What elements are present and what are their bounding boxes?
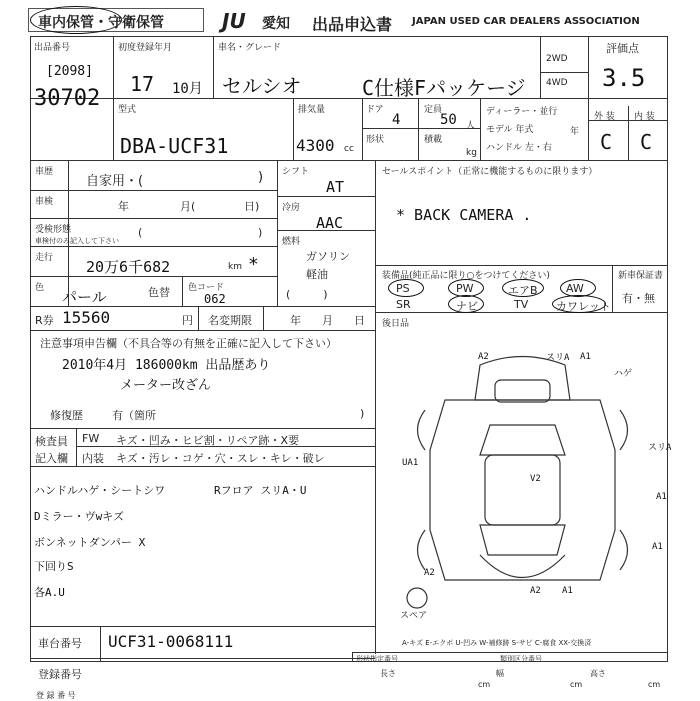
diag-a1-2: A1 [656, 492, 667, 502]
reception-label: 受検形態 [35, 225, 72, 235]
first-reg-month: 10月 [172, 81, 203, 97]
diag-a2: A2 [478, 352, 489, 362]
divider [30, 428, 375, 429]
cc-unit: cc [344, 144, 354, 154]
fw-label: FW [82, 432, 100, 445]
repair-value: 有（箇所 [112, 409, 156, 422]
capacity-value: 50 [440, 112, 457, 128]
right-front-wheel [620, 530, 628, 570]
left-rear-wheel [418, 410, 426, 450]
divider [352, 652, 668, 653]
lot-number: 30702 [34, 86, 101, 111]
rear-window [495, 380, 550, 402]
deadline-label: 名変期限 [208, 314, 252, 327]
notes-line2: メーター改ざん [120, 378, 212, 393]
mileage-label: 走行 [35, 253, 54, 263]
mileage-value: 20万6千682 [86, 258, 171, 276]
capacity-label: 定員 [424, 105, 443, 115]
diag-a1-3: A1 [652, 542, 663, 552]
divider [375, 265, 668, 266]
fw-items: キズ・凹み・ヒビ割・リペア跡・X要 [116, 434, 300, 447]
recycle-yen: 円 [182, 314, 193, 327]
divider [277, 196, 375, 197]
spare-tire [407, 588, 427, 608]
length-label: 長さ [380, 669, 396, 678]
registration-label: 登録番号 [38, 668, 82, 681]
repair-label: 修復歴 [50, 409, 83, 422]
divider [375, 160, 376, 654]
car-name: セルシオ [222, 74, 302, 98]
circle-airbag [502, 279, 544, 297]
reception-note: 車検付のみ記入して下さい [35, 237, 119, 245]
model-label: 型式 [118, 105, 137, 115]
divider [30, 246, 277, 247]
inspector-note-6: 各A.U [34, 586, 65, 599]
diag-a1-4: A1 [562, 586, 573, 596]
divider [628, 106, 629, 160]
storage-label: 車内保管・守衛保管 [38, 15, 164, 31]
divider [362, 98, 363, 160]
association-name: JAPAN USED CAR DEALERS ASSOCIATION [412, 16, 640, 27]
diag-a1: A1 [580, 352, 591, 362]
divider [277, 160, 278, 306]
divider [263, 306, 264, 330]
notes-label: 注意事項申告欄（不具合等の有無を正確に記入して下さい） [40, 337, 337, 350]
warranty-label: 新車保証書 [618, 271, 664, 281]
drive-2wd: 2WD [546, 54, 568, 64]
car-grade: C仕様Fパッケージ [362, 76, 526, 100]
divider [30, 190, 277, 191]
height-unit: cm [648, 680, 661, 689]
shaken-month: 月( [180, 200, 196, 213]
reception-open: ( [138, 226, 143, 239]
footer-label: 登 録 番 号 [36, 691, 76, 700]
car-damage-diagram [385, 340, 660, 620]
divider [30, 466, 375, 467]
equipment-aw: AW [566, 282, 584, 295]
equipment-tv: TV [514, 298, 529, 311]
km-unit: km [228, 262, 242, 272]
form-title: 出品申込書 [312, 15, 393, 34]
circle-ps [388, 279, 424, 297]
row1-divider [30, 98, 668, 99]
doors-label: ドア [366, 105, 384, 115]
diag-ua1: UA1 [402, 458, 419, 468]
divider [182, 276, 183, 306]
history-close: ) [258, 170, 264, 185]
ac-label: 冷房 [282, 203, 301, 213]
shaken-year: 年 [118, 200, 129, 213]
kg-unit: kg [466, 148, 477, 158]
divider [30, 330, 375, 331]
width-label: 幅 [496, 669, 504, 678]
year-unit: 年 [570, 127, 580, 137]
diag-v2: V2 [530, 474, 541, 484]
chassis-value: UCF31-0068111 [108, 632, 234, 651]
rear-section [475, 357, 570, 401]
equipment-pw: PW [456, 282, 474, 295]
shift-value: AT [326, 178, 345, 196]
divider [375, 312, 668, 313]
inspector-label: 検査員 [35, 435, 68, 448]
name-label: 車名・グレード [218, 43, 282, 53]
rating-value: 3.5 [602, 64, 646, 92]
circle-navi [448, 295, 484, 313]
lot-label: 出品番号 [34, 43, 71, 53]
spare-label: スペア [400, 611, 428, 621]
fuel-label: 燃料 [282, 237, 301, 247]
circle-wallet [552, 295, 606, 313]
load-label: 積載 [424, 135, 443, 145]
exterior-label: 外 装 [594, 112, 615, 122]
capacity-unit: 人 [466, 121, 476, 131]
inspector-note-4: ボンネットダンパー X [34, 536, 146, 549]
divider [352, 652, 353, 662]
divider [198, 306, 199, 330]
diag-hage: ハゲ [614, 369, 633, 379]
divider [612, 265, 613, 312]
rating-label: 評価点 [606, 42, 639, 55]
interior-label: 内 装 [634, 112, 655, 122]
car-body [430, 400, 615, 580]
diag-a2-2: A2 [424, 568, 435, 578]
inspector-note-5: 下回りS [34, 560, 74, 573]
diag-suri-a: スリA [546, 353, 570, 363]
divider [113, 36, 114, 160]
windshield [480, 525, 565, 555]
diag-a2-3: A2 [530, 586, 541, 596]
equipment-label: 装備品(純正品に限り○をつけてください) [382, 271, 550, 281]
color-label: 色 [35, 283, 45, 293]
equipment-wallet: カワレット [556, 300, 611, 313]
first-reg-year: 17 [130, 72, 155, 96]
shaken-label: 車検 [35, 197, 54, 207]
hood [480, 555, 565, 578]
inspector-note-2: Rフロア スリA・U [214, 484, 307, 497]
divider [76, 428, 77, 466]
trim-label: 色替 [148, 286, 170, 299]
lot-sub: [2098] [46, 64, 93, 79]
first-reg-label: 初度登録年月 [118, 43, 173, 53]
model-year-label: モデル 年式 [486, 125, 534, 135]
divider [588, 36, 589, 160]
divider [480, 98, 481, 160]
ju-logo: JU [222, 9, 246, 33]
displacement-value: 4300 [296, 136, 335, 155]
color-value: パール [62, 288, 107, 306]
left-front-wheel [418, 530, 426, 570]
inspector-note-1: ハンドルハゲ・シートシワ [34, 484, 166, 497]
dealer-label: ディーラー・並行 [486, 107, 558, 117]
divider [100, 626, 101, 662]
color-code-label: 色コード [188, 283, 225, 293]
exterior-grade: C [600, 130, 613, 154]
warranty-value: 有・無 [622, 292, 655, 305]
divider [213, 36, 214, 98]
height-label: 高さ [590, 669, 606, 678]
right-rear-wheel [620, 410, 628, 450]
recycle-amount: 15560 [62, 308, 111, 327]
divider [362, 128, 480, 129]
interior-grade: C [640, 130, 653, 154]
interior-label-2: 内装 [82, 452, 104, 465]
equipment-airbag: エアB [508, 284, 538, 297]
notes-line1: 2010年4月 186000km 出品歴あり [62, 358, 271, 373]
displacement-label: 排気量 [298, 105, 326, 115]
divider [540, 36, 541, 98]
deadline-month: 月 [322, 314, 333, 327]
roof-rear [480, 425, 565, 455]
recycle-label: R券 [35, 314, 54, 327]
width-unit: cm [570, 680, 583, 689]
row2-divider [30, 160, 668, 161]
drive-4wd: 4WD [546, 78, 568, 88]
org-name: 愛知 [262, 16, 290, 32]
shape-label: 形状 [366, 135, 385, 145]
equipment-sr: SR [396, 298, 411, 311]
divider [540, 72, 588, 73]
history-label: 車歴 [35, 167, 54, 177]
interior-items: キズ・汚レ・コゲ・穴・スレ・キレ・破レ [116, 452, 325, 465]
ac-value: AAC [316, 214, 344, 232]
sales-text: * BACK CAMERA . [396, 206, 532, 224]
divider [30, 626, 375, 627]
fuel-other: ( ) [286, 288, 328, 301]
divider [418, 98, 419, 160]
inspector-label-2: 記入欄 [35, 452, 68, 465]
sales-label: セールスポイント（正常に機能するものに限ります） [382, 167, 598, 177]
deadline-year: 年 [290, 314, 301, 327]
color-code-value: 062 [204, 292, 226, 306]
rear-note: 後日品 [382, 319, 410, 329]
model-value: DBA-UCF31 [120, 134, 229, 158]
size-label: 形状指定番号 [356, 655, 398, 663]
class-label: 類別区分番号 [500, 655, 542, 663]
repair-close: ) [360, 407, 365, 420]
handle-label: ハンドル 左・右 [486, 143, 552, 153]
chassis-label: 車台番号 [38, 637, 82, 650]
length-unit: cm [478, 680, 491, 689]
deadline-day: 日 [354, 314, 365, 327]
equipment-ps: PS [396, 282, 410, 295]
equipment-navi: ナビ [456, 300, 478, 313]
history-value: 自家用・( [86, 174, 144, 189]
shift-label: シフト [282, 167, 310, 177]
damage-legend: A-キズ E-エクボ U-凹み W-補修跡 S-サビ C-腐食 XX-交換済 [402, 639, 592, 647]
mileage-flag: * [248, 254, 259, 275]
inspector-note-3: Dミラー・ヴwキズ [34, 510, 125, 523]
fuel-gas: ガソリン [306, 250, 350, 263]
divider [30, 658, 375, 659]
divider [30, 218, 277, 219]
divider [293, 98, 294, 160]
roof [485, 455, 560, 525]
doors-value: 4 [392, 112, 401, 128]
shaken-day: 日) [244, 200, 260, 213]
diag-suri-a-2: スリA [648, 443, 672, 453]
fuel-diesel: 軽油 [306, 268, 328, 281]
reception-close: ) [258, 226, 263, 239]
